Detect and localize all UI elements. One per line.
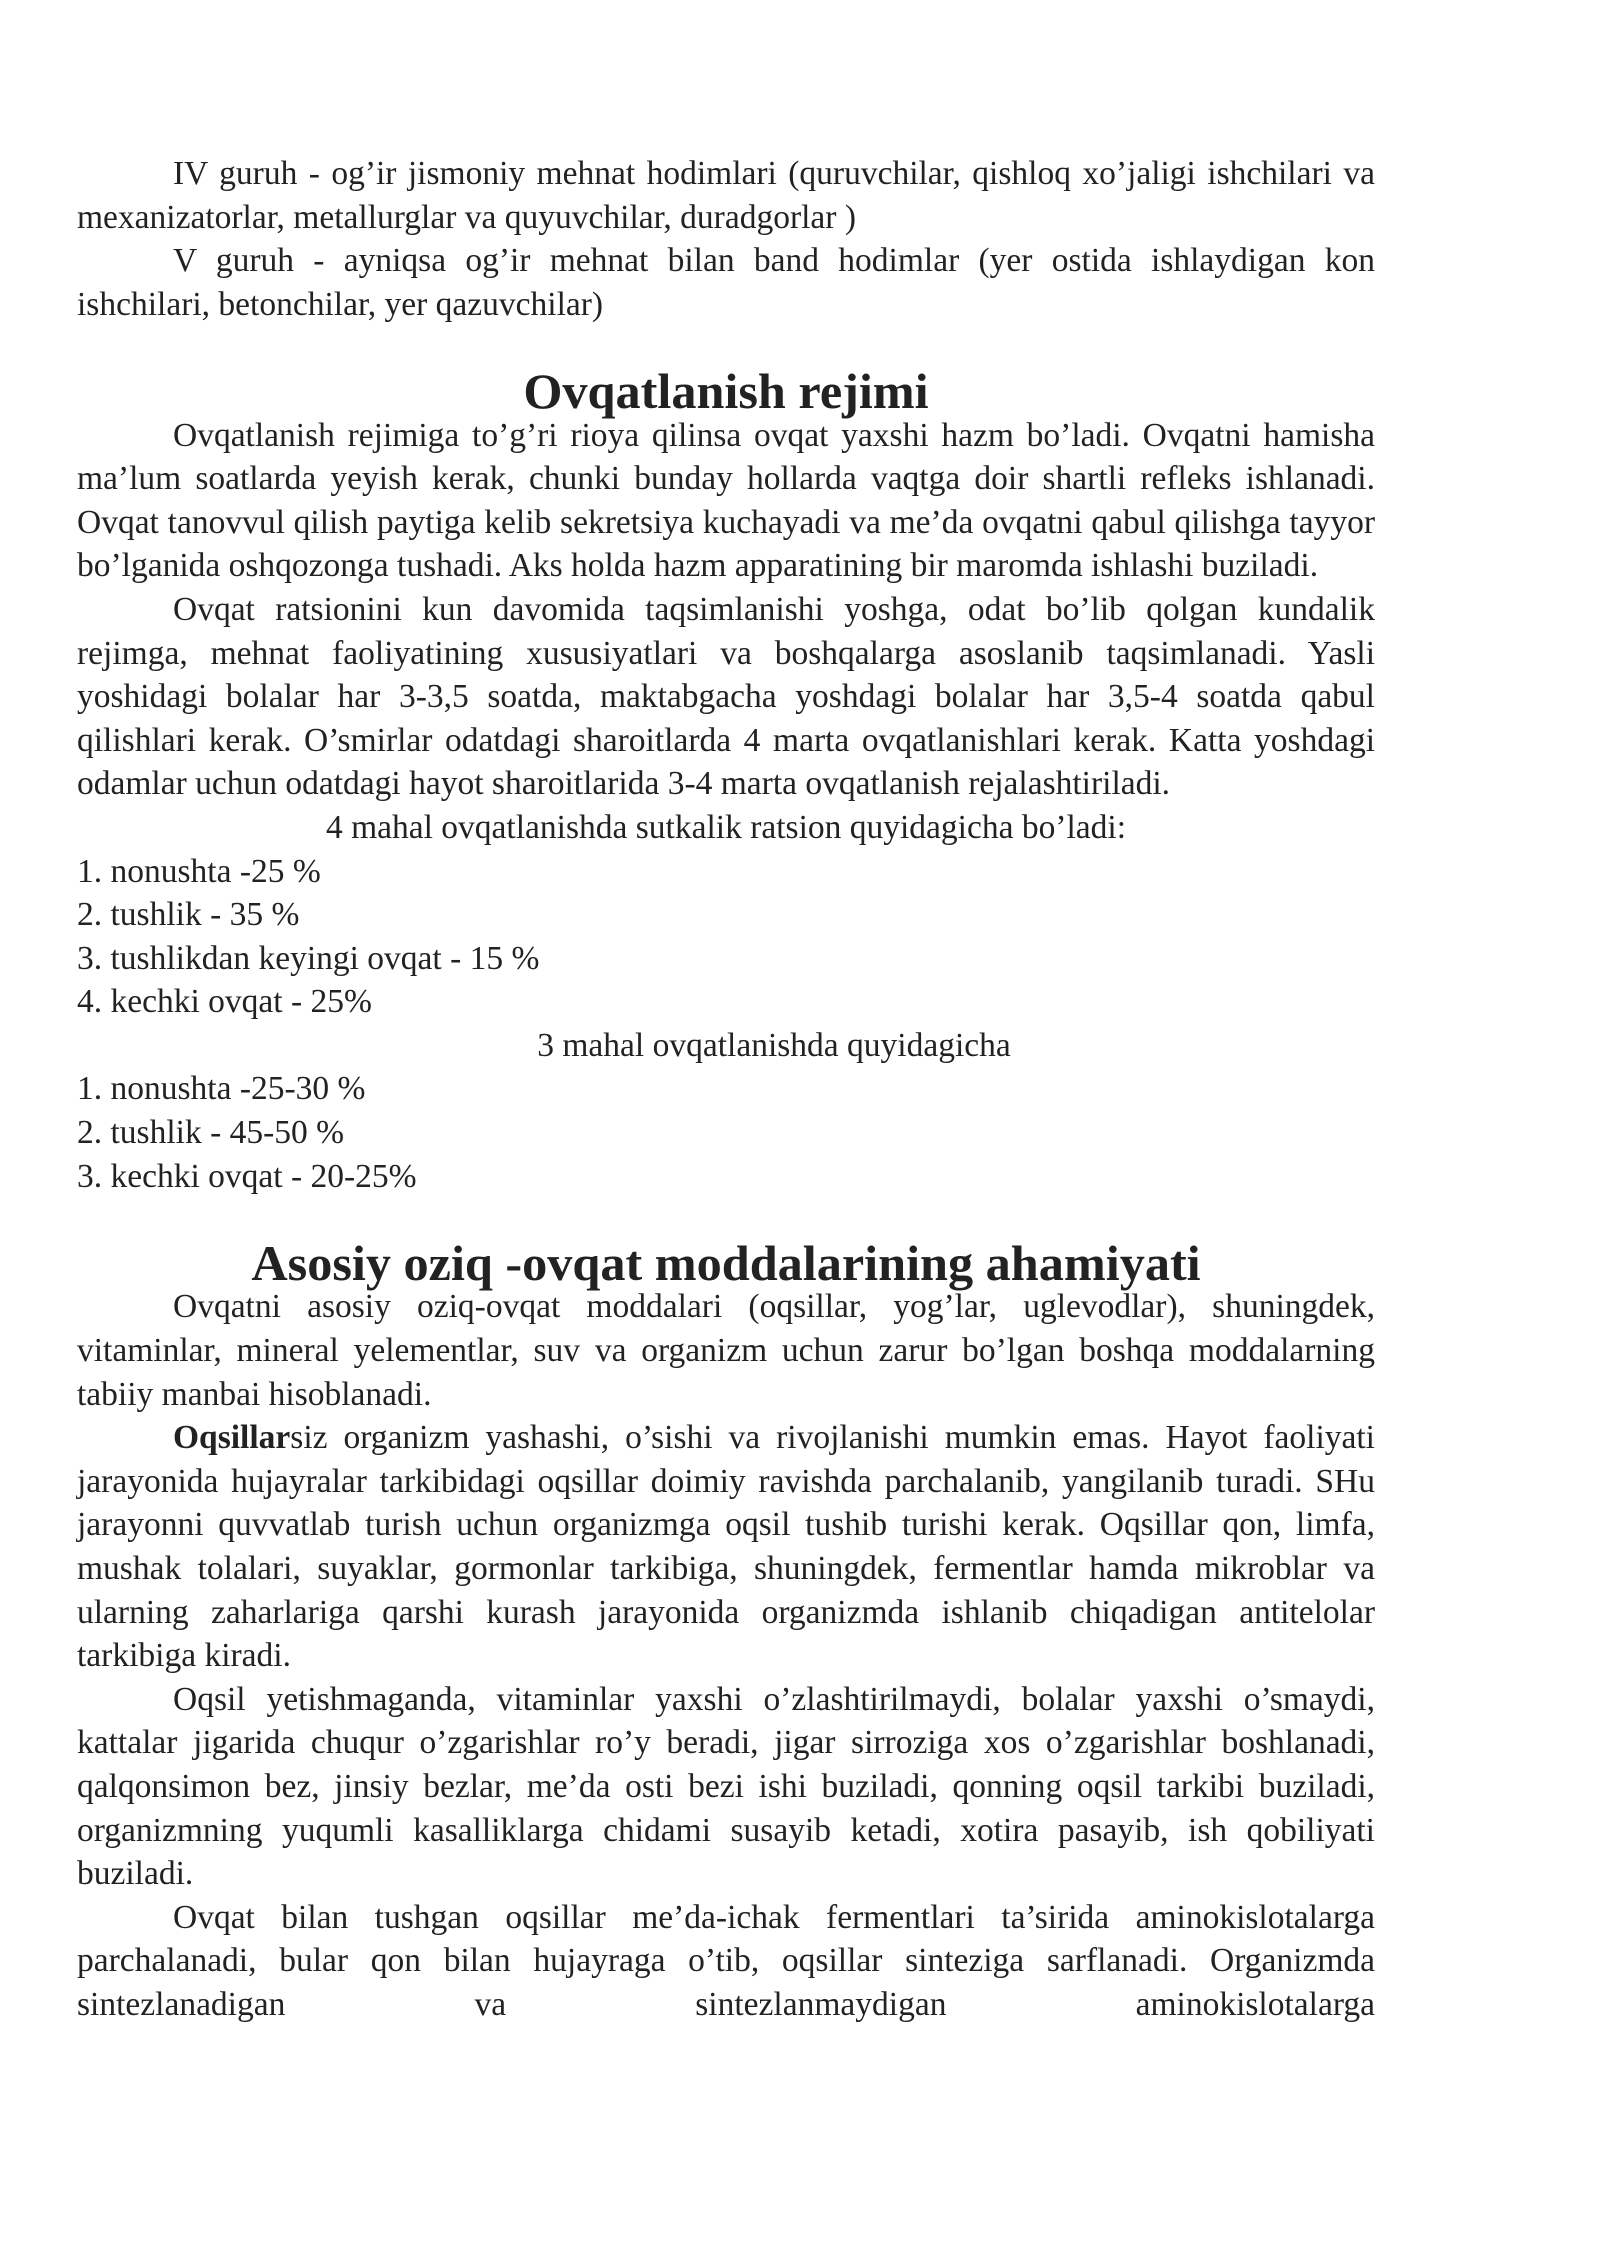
paragraph-group-iv: IV guruh - og’ir jismoniy mehnat hodimlari (quruvchilar, qishloq xo’jaligi ishchilari va mexanizatorlar, metallurglar va quyuvchilar, duradgorlar ): [77, 155, 1375, 236]
paragraph-ration-distribution: Ovqat ratsionini kun davomida taqsimlanishi yoshga, odat bo’lib qolgan kundalik rejimga, mehnat faoliyatining xususiyatlari va boshqalarga asoslanib taqsimlanadi. Yasli yoshidagi bolalar har 3-3,5 soatda, maktabgacha yoshdagi bolalar har 3,5-4 soatda qabul qilishlari kerak. O’smirlar odatdagi sharoitlarda 4 marta ovqatlanishlari kerak. Katta yoshdagi odamlar uchun odatdagi hayot sharoitlarida 3-4 marta ovqatlanish rejalashtiriladi.: [77, 590, 1375, 803]
caption-four-meals: 4 mahal ovqatlanishda sutkalik ratsion quyidagicha bo’ladi:: [325, 808, 1127, 846]
paragraph-proteins-text: siz organizm yashashi, o’sishi va rivojlanishi mumkin emas. Hayot faoliyati jarayonida hujayralar tarkibidagi oqsillar doimiy ravishda parchalanib, yangilanib turadi. SHu jarayonni quvvatlab turish uchun organizmga oqsil tushib turishi kerak. Oqsillar qon, limfa, mushak tolalari, suyaklar, gormonlar tarkibiga, shuningdek, fermentlar hamda mikroblar va ularning zaharlariga qarshi kurash jarayonida organizmda ishlanib chiqadigan antitelolar tarkibiga kiradi.: [77, 1419, 1375, 1675]
page-content: [77, 152, 1375, 2027]
list-item: 1. nonushta -25-30 %: [77, 1070, 366, 1108]
paragraph-protein-deficit: Oqsil yetishmaganda, vitaminlar yaxshi o’zlashtirilmaydi, bolalar yaxshi o’smaydi, kattalar jigarida chuqur o’zgarishlar ro’y beradi, jigar sirroziga xos o’zgarishlar boshlanadi, qalqonsimon bez, jinsiy bezlar, me’da osti bezi ishi buziladi, qonning oqsil tarkibi buziladi, organizmning yuqumli kasalliklarga chidami susayib ketadi, xotira pasayib, ish qobiliyati buziladi.: [77, 1680, 1375, 1893]
list-item: 4. kechki ovqat - 25%: [77, 983, 372, 1021]
list-item: 2. tushlik - 35 %: [77, 896, 300, 934]
heading-eating-regime: Ovqatlanish rejimi: [523, 362, 929, 419]
paragraph-amino-acids: Ovqat bilan tushgan oqsillar me’da-ichak fermentlari ta’sirida aminokislotalarga parchalanadi, bular qon bilan hujayraga o’tib, oqsillar sinteziga sarflanadi. Organizmda sintezlanadigan va sintezlanmaydigan aminokislotalarga: [77, 1898, 1375, 2023]
list-item: 3. tushlikdan keyingi ovqat - 15 %: [77, 939, 540, 977]
paragraph-proteins: [77, 1416, 1375, 1678]
list-three-meals: [77, 1067, 1375, 1198]
caption-three-meals: 3 mahal ovqatlanishda quyidagicha: [537, 1026, 1011, 1064]
paragraph-group-v: V guruh - ayniqsa og’ir mehnat bilan band hodimlar (yer ostida ishlaydigan kon ishchilari, betonchilar, yer qazuvchilar): [77, 242, 1375, 323]
list-item: 2. tushlik - 45-50 %: [77, 1114, 345, 1152]
list-four-meals: [77, 850, 1375, 1024]
paragraph-nutrients-intro: Ovqatni asosiy oziq-ovqat moddalari (oqsillar, yog’lar, uglevodlar), shuningdek, vitaminlar, mineral yelementlar, suv va organizm uchun zarur bo’lgan boshqa moddalarning tabiiy manbai hisoblanadi.: [77, 1288, 1375, 1413]
list-item: 3. kechki ovqat - 20-25%: [77, 1157, 417, 1195]
heading-nutrients-importance: Asosiy oziq -ovqat moddalarining ahamiyati: [251, 1234, 1201, 1291]
bold-term-proteins: Oqsillar: [173, 1419, 291, 1457]
list-item: 1. nonushta -25 %: [77, 852, 321, 890]
paragraph-regime-intro: Ovqatlanish rejimiga to’g’ri rioya qilinsa ovqat yaxshi hazm bo’ladi. Ovqatni hamisha ma’lum soatlarda yeyish kerak, chunki bunday hollarda vaqtga doir shartli refleks ishlanadi. Ovqat tanovvul qilish paytiga kelib sekretsiya kuchayadi va me’da ovqatni qabul qilishga tayyor bo’lganida oshqozonga tushadi. Aks holda hazm apparatining bir maromda ishlashi buziladi.: [77, 416, 1375, 585]
